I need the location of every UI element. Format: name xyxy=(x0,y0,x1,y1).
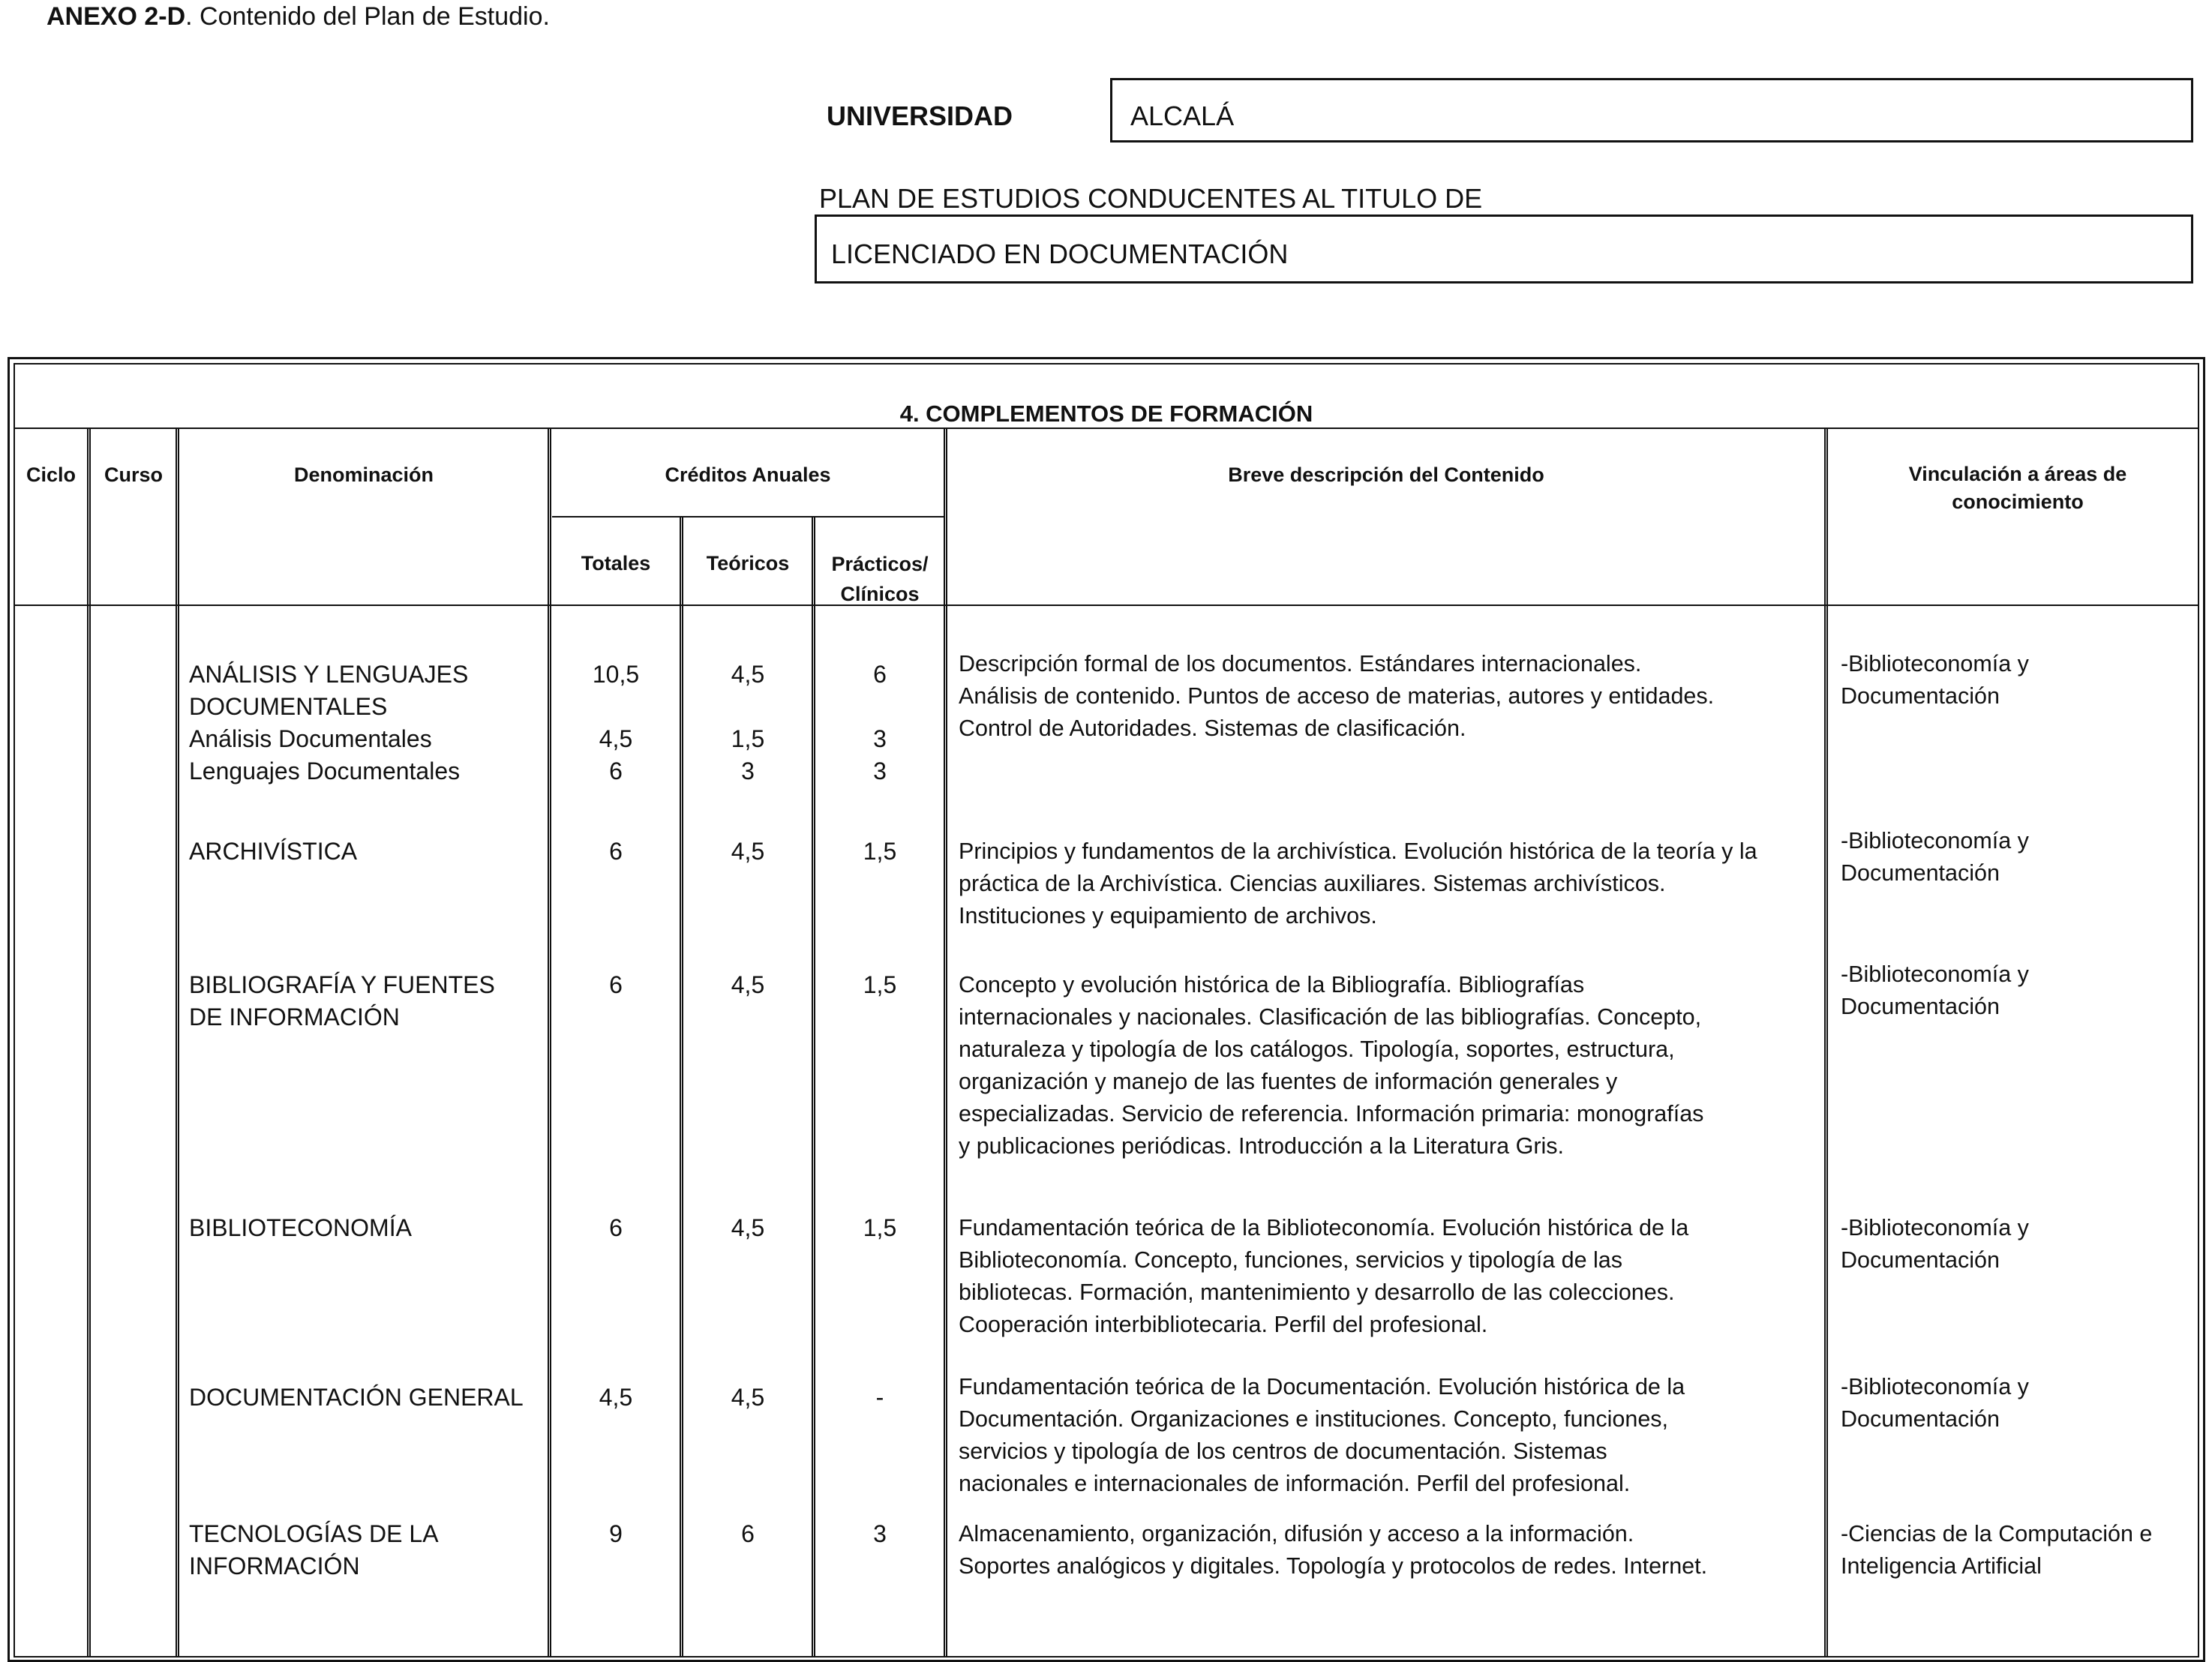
credits-value: 10,5 xyxy=(592,661,640,688)
knowledge-area xyxy=(1841,825,2201,890)
description-line: Control de Autoridades. Sistemas de clasificación. xyxy=(959,716,1466,741)
credits-value: 6 xyxy=(609,758,623,784)
col-divider-ciclo xyxy=(87,429,91,1658)
credits-teoricos: 6 xyxy=(741,1520,755,1547)
subject-name xyxy=(189,1212,412,1244)
area-line: -Biblioteconomía y xyxy=(1841,1215,2029,1240)
subject-name-line: DOCUMENTACIÓN GENERAL xyxy=(189,1384,524,1411)
credits-value: 3 xyxy=(873,758,887,784)
subject-name-line: ARCHIVÍSTICA xyxy=(189,838,358,865)
annex-number: ANEXO 2-D xyxy=(47,2,186,31)
credits-totales: 9 xyxy=(609,1520,623,1547)
credits-totales: 6 xyxy=(609,971,623,998)
credits-teoricos: 4,5 xyxy=(731,1214,765,1241)
description-line: internacionales y nacionales. Clasificación de las bibliografías. Concepto, xyxy=(959,1004,1702,1030)
credits-value: 4,5 xyxy=(599,725,633,752)
credits-teoricos: 4,5 xyxy=(731,1384,765,1411)
description-line: Instituciones y equipamiento de archivos. xyxy=(959,903,1377,928)
credits-practicos: 1,5 xyxy=(863,971,897,998)
knowledge-area xyxy=(1841,958,2201,1023)
area-line: Inteligencia Artificial xyxy=(1841,1553,2042,1579)
description-line: Cooperación interbibliotecaria. Perfil del profesional. xyxy=(959,1312,1488,1337)
credits-practicos: 1,5 xyxy=(863,1214,897,1241)
subject-name xyxy=(189,969,495,1034)
credits-spacer xyxy=(684,691,812,723)
content-description xyxy=(959,969,1821,1162)
credits-totales: 4,5 xyxy=(599,1384,633,1411)
annex-title xyxy=(47,0,550,33)
subject-name xyxy=(189,658,468,788)
col-divider-descripcion xyxy=(1824,429,1828,1658)
description-line: Soportes analógicos y digitales. Topología y protocolos de redes. Internet. xyxy=(959,1553,1708,1579)
knowledge-area xyxy=(1841,648,2201,712)
content-description xyxy=(959,1212,1821,1341)
university-box xyxy=(1110,78,2193,142)
description-line: bibliotecas. Formación, mantenimiento y desarrollo de las colecciones. xyxy=(959,1280,1675,1305)
knowledge-area xyxy=(1841,1212,2201,1276)
subject-name-line: DOCUMENTALES xyxy=(189,693,388,720)
area-line: Documentación xyxy=(1841,683,2000,709)
col-header-curso: Curso xyxy=(104,464,163,486)
col-header-teoricos: Teóricos xyxy=(706,552,790,574)
col-header-totales: Totales xyxy=(581,552,651,574)
header-bottom-rule xyxy=(14,604,2199,606)
credits-value: 6 xyxy=(873,661,887,688)
description-line: Principios y fundamentos de la archivística. Evolución histórica de la teoría y la xyxy=(959,838,1757,864)
header-top-rule xyxy=(14,428,2199,429)
credits-sub-rule xyxy=(552,516,944,518)
description-line: naturaleza y tipología de los catálogos. Tipología, soportes, estructura, xyxy=(959,1036,1675,1062)
col-divider-denominacion xyxy=(548,429,551,1658)
subject-name-line: INFORMACIÓN xyxy=(189,1552,360,1580)
credits-practicos: - xyxy=(875,1384,884,1411)
content-description xyxy=(959,1518,1821,1582)
section-title: 4. COMPLEMENTOS DE FORMACIÓN xyxy=(899,400,1313,427)
subject-name xyxy=(189,836,357,868)
credits-totales xyxy=(552,658,680,788)
credits-spacer xyxy=(816,691,944,723)
credits-spacer xyxy=(552,691,680,723)
area-line: -Biblioteconomía y xyxy=(1841,828,2029,854)
area-line: Documentación xyxy=(1841,860,2000,886)
university-value: ALCALÁ xyxy=(1130,100,1235,131)
subject-name xyxy=(189,1518,439,1582)
credits-value: 1,5 xyxy=(731,725,765,752)
description-line: servicios y tipología de los centros de documentación. Sistemas xyxy=(959,1438,1607,1464)
description-line: Fundamentación teórica de la Biblioteconomía. Evolución histórica de la xyxy=(959,1215,1689,1240)
description-line: práctica de la Archivística. Ciencias auxiliares. Sistemas archivísticos. xyxy=(959,871,1666,896)
annex-subtitle: . Contenido del Plan de Estudio. xyxy=(185,2,550,31)
knowledge-area xyxy=(1841,1518,2201,1582)
subsubject-name: Análisis Documentales xyxy=(189,725,432,752)
col-header-denominacion: Denominación xyxy=(293,464,434,486)
col-header-vinculacion: Vinculación a áreas de conocimiento xyxy=(1908,463,2127,513)
subsubject-name: Lenguajes Documentales xyxy=(189,758,461,784)
col-divider-creditos xyxy=(944,429,947,1658)
subject-name-line: BIBLIOTECONOMÍA xyxy=(189,1214,412,1241)
col-header-creditos: Créditos Anuales xyxy=(665,464,831,486)
col-divider-teoricos xyxy=(812,518,815,1658)
area-line: -Ciencias de la Computación e xyxy=(1841,1521,2153,1546)
col-divider-curso xyxy=(176,429,179,1658)
credits-practicos xyxy=(816,658,944,788)
description-line: organización y manejo de las fuentes de información generales y xyxy=(959,1069,1618,1094)
subject-name-line: ANÁLISIS Y LENGUAJES xyxy=(189,661,469,688)
area-line: -Biblioteconomía y xyxy=(1841,962,2029,987)
knowledge-area xyxy=(1841,1371,2201,1436)
description-line: Biblioteconomía. Concepto, funciones, servicios y tipología de las xyxy=(959,1247,1622,1273)
description-line: Almacenamiento, organización, difusión y acceso a la información. xyxy=(959,1521,1634,1546)
credits-practicos: 1,5 xyxy=(863,838,897,865)
description-line: Descripción formal de los documentos. Estándares internacionales. xyxy=(959,651,1642,676)
university-label: UNIVERSIDAD xyxy=(827,100,1013,131)
credits-teoricos: 4,5 xyxy=(731,838,765,865)
content-description xyxy=(959,836,1821,932)
credits-totales: 6 xyxy=(609,838,623,865)
plan-label: PLAN DE ESTUDIOS CONDUCENTES AL TITULO DE xyxy=(819,183,1483,214)
credits-value: 3 xyxy=(873,725,887,752)
description-line: nacionales e internacionales de información. Perfil del profesional. xyxy=(959,1471,1631,1496)
col-header-practicos: Prácticos/ Clínicos xyxy=(831,553,929,605)
content-description xyxy=(959,648,1821,745)
subject-name-line: TECNOLOGÍAS DE LA xyxy=(189,1520,439,1547)
credits-teoricos xyxy=(684,658,812,788)
credits-value: 4,5 xyxy=(731,661,765,688)
col-header-ciclo: Ciclo xyxy=(26,464,76,486)
subject-name-line: DE INFORMACIÓN xyxy=(189,1004,400,1030)
col-divider-totales xyxy=(680,518,683,1658)
description-line: Concepto y evolución histórica de la Bibliografía. Bibliografías xyxy=(959,972,1585,998)
content-description xyxy=(959,1371,1821,1500)
credits-totales: 6 xyxy=(609,1214,623,1241)
credits-value: 3 xyxy=(741,758,755,784)
description-line: Documentación. Organizaciones e instituciones. Concepto, funciones, xyxy=(959,1406,1669,1432)
description-line: y publicaciones periódicas. Introducción a la Literatura Gris. xyxy=(959,1133,1564,1159)
area-line: Documentación xyxy=(1841,994,2000,1019)
area-line: Documentación xyxy=(1841,1406,2000,1432)
subject-name xyxy=(189,1382,524,1414)
area-line: -Biblioteconomía y xyxy=(1841,651,2029,676)
description-line: especializadas. Servicio de referencia. Información primaria: monografías xyxy=(959,1101,1704,1126)
description-line: Análisis de contenido. Puntos de acceso de materias, autores y entidades. xyxy=(959,683,1715,709)
area-line: -Biblioteconomía y xyxy=(1841,1374,2029,1400)
col-header-descripcion: Breve descripción del Contenido xyxy=(1228,464,1544,486)
description-line: Fundamentación teórica de la Documentación. Evolución histórica de la xyxy=(959,1374,1685,1400)
subject-name-line: BIBLIOGRAFÍA Y FUENTES xyxy=(189,971,495,998)
degree-value: LICENCIADO EN DOCUMENTACIÓN xyxy=(831,238,1289,269)
credits-teoricos: 4,5 xyxy=(731,971,765,998)
area-line: Documentación xyxy=(1841,1247,2000,1273)
credits-practicos: 3 xyxy=(873,1520,887,1547)
